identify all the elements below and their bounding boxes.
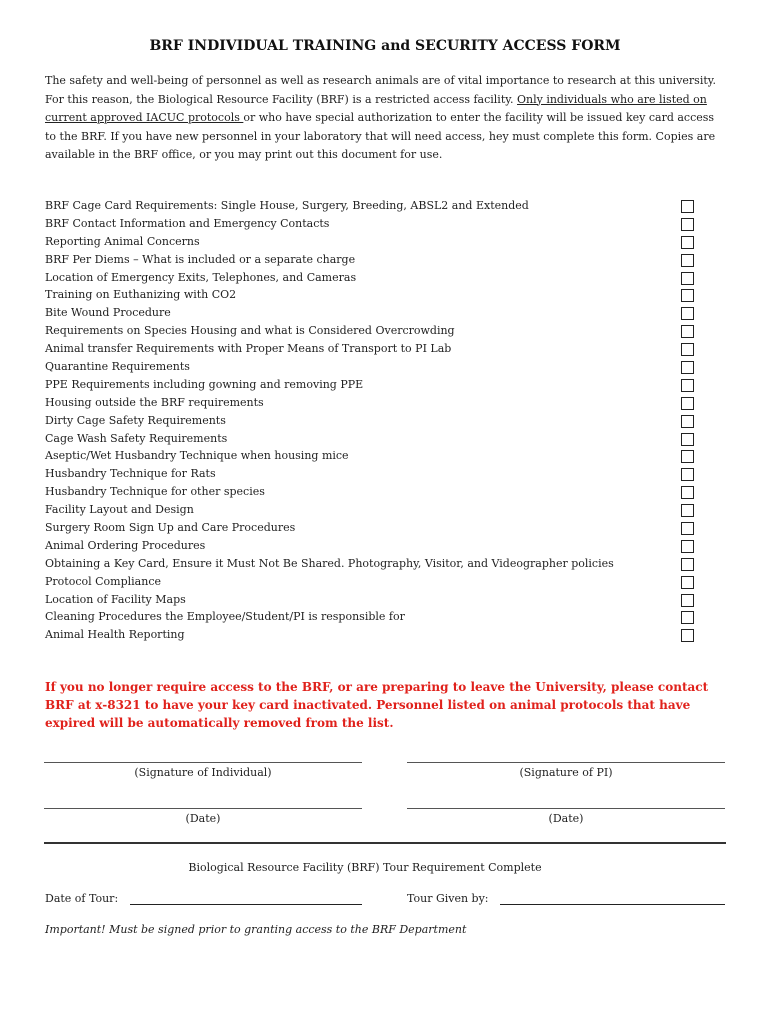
checklist-item — [45, 286, 710, 304]
checklist-item — [45, 376, 710, 394]
checklist-item-label: Training on Euthanizing with CO2 — [45, 288, 237, 302]
checklist-item — [45, 608, 710, 626]
checklist-item-label: Bite Wound Procedure — [45, 306, 171, 320]
checklist-checkbox[interactable] — [681, 218, 694, 231]
checklist-item — [45, 501, 710, 519]
checklist-checkbox[interactable] — [681, 629, 694, 642]
signature-individual-label: (Signature of Individual) — [134, 766, 272, 779]
checklist-item — [45, 322, 710, 340]
checklist-item-label: Protocol Compliance — [45, 574, 161, 588]
signature-individual-line[interactable] — [44, 762, 362, 763]
checklist-checkbox[interactable] — [681, 379, 694, 392]
checklist-item-label: Location of Emergency Exits, Telephones, and Cameras — [45, 270, 357, 284]
checklist-item-label: Reporting Animal Concerns — [45, 234, 200, 248]
date-pi-label: (Date) — [548, 812, 584, 825]
warning-notice: If you no longer require access to the BRF, or are preparing to leave the University, please contact BRF at x-8321 to have your key card inactivated. Personnel listed on animal protocols that have expired will be automatically removed from the list. — [45, 680, 709, 730]
checklist-item-label: Animal Health Reporting — [45, 628, 185, 642]
checklist-checkbox[interactable] — [681, 433, 694, 446]
checklist-item — [45, 537, 710, 555]
checklist-item — [45, 394, 710, 412]
checklist-item-label: Cleaning Procedures the Employee/Student/PI is responsible for — [45, 610, 405, 624]
checklist-item-label: Animal Ordering Procedures — [45, 538, 206, 552]
checklist-item-label: BRF Contact Information and Emergency Contacts — [45, 216, 330, 230]
checklist-item-label: Quarantine Requirements — [45, 360, 190, 374]
checklist-item — [45, 340, 710, 358]
date-individual-label: (Date) — [185, 812, 221, 825]
date-of-tour-field[interactable] — [130, 904, 362, 905]
checklist-checkbox[interactable] — [681, 558, 694, 571]
intro-text-1: The safety and well-being of personnel as well as research animals are of vital importance to research at this university. For this reason, the Biological Resource Facility (BRF) is a restricted access facility. — [45, 74, 717, 106]
checklist-item-label: Aseptic/Wet Husbandry Technique when housing mice — [45, 449, 349, 463]
checklist-item-label: BRF Cage Card Requirements: Single House, Surgery, Breeding, ABSL2 and Extended — [45, 199, 529, 212]
checklist-item-label: Dirty Cage Safety Requirements — [45, 413, 226, 427]
checklist-item — [45, 269, 710, 287]
date-pi-line[interactable] — [407, 808, 725, 809]
tour-section-title: Biological Resource Facility (BRF) Tour Requirement Complete — [188, 861, 542, 874]
checklist-item-label: Facility Layout and Design — [45, 503, 194, 517]
checklist-checkbox[interactable] — [681, 272, 694, 285]
intro-underlined-text: Only individuals who are listed on current approved IACUC protocols — [45, 92, 707, 124]
date-individual-line[interactable] — [44, 808, 362, 809]
checklist-item-label: Obtaining a Key Card, Ensure it Must Not Be Shared. Photography, Visitor, and Videographer policies — [45, 556, 614, 570]
checklist-item-label: Animal transfer Requirements with Proper Means of Transport to PI Lab — [45, 342, 452, 356]
checklist-item — [45, 447, 710, 465]
checklist-item — [45, 573, 710, 591]
checklist-checkbox[interactable] — [681, 468, 694, 481]
date-of-tour-label: Date of Tour: — [45, 892, 119, 905]
checklist-item — [45, 465, 710, 483]
checklist-item-label: Cage Wash Safety Requirements — [45, 431, 228, 445]
checklist-checkbox[interactable] — [681, 200, 694, 213]
checklist-checkbox[interactable] — [681, 361, 694, 374]
checklist-item — [45, 591, 710, 609]
checklist-item — [45, 215, 710, 233]
signature-pi-line[interactable] — [407, 762, 725, 763]
checklist-item-label: Surgery Room Sign Up and Care Procedures — [45, 521, 296, 535]
checklist-checkbox[interactable] — [681, 397, 694, 410]
section-divider — [44, 842, 726, 844]
checklist-item — [45, 304, 710, 322]
checklist-item — [45, 233, 710, 251]
intro-paragraph — [45, 72, 725, 165]
checklist-item-label: Husbandry Technique for Rats — [45, 467, 216, 481]
checklist-item — [45, 519, 710, 537]
checklist-checkbox[interactable] — [681, 540, 694, 553]
checklist-checkbox[interactable] — [681, 415, 694, 428]
checklist-item — [45, 358, 710, 376]
checklist-item-label: Requirements on Species Housing and what is Considered Overcrowding — [45, 324, 455, 338]
checklist-item — [45, 555, 710, 573]
checklist-checkbox[interactable] — [681, 343, 694, 356]
checklist-item-label: BRF Per Diems – What is included or a separate charge — [45, 252, 356, 266]
checklist-item-label: PPE Requirements including gowning and removing PPE — [45, 377, 364, 391]
checklist-checkbox[interactable] — [681, 522, 694, 535]
checklist-item-label: Location of Facility Maps — [45, 592, 186, 606]
signature-pi-label: (Signature of PI) — [519, 766, 613, 779]
tour-given-by-field[interactable] — [500, 904, 725, 905]
checklist-item — [45, 251, 710, 269]
checklist-item-label: Housing outside the BRF requirements — [45, 395, 264, 409]
checklist-checkbox[interactable] — [681, 576, 694, 589]
checklist-checkbox[interactable] — [681, 486, 694, 499]
important-note: Important! Must be signed prior to granting access to the BRF Department — [45, 923, 467, 936]
checklist-checkbox[interactable] — [681, 325, 694, 338]
checklist-checkbox[interactable] — [681, 236, 694, 249]
checklist-item-label: Husbandry Technique for other species — [45, 485, 265, 499]
checklist-item — [45, 412, 710, 430]
checklist-item — [45, 483, 710, 501]
checklist-checkbox[interactable] — [681, 611, 694, 624]
intro-text-2: or who have special authorization to enter the facility will be issued key card access to the BRF. If you have new personnel in your laboratory that will need access, hey must complete this form. Copies are available in the BRF office, or you may print out this document for use. — [45, 111, 716, 161]
checklist-checkbox[interactable] — [681, 450, 694, 463]
checklist-item — [45, 197, 710, 215]
checklist-checkbox[interactable] — [681, 289, 694, 302]
checklist-checkbox[interactable] — [681, 594, 694, 607]
checklist-checkbox[interactable] — [681, 254, 694, 267]
training-checklist — [45, 197, 710, 644]
checklist-checkbox[interactable] — [681, 504, 694, 517]
checklist-item — [45, 430, 710, 448]
checklist-checkbox[interactable] — [681, 307, 694, 320]
tour-given-by-label: Tour Given by: — [407, 892, 489, 905]
checklist-item — [45, 626, 710, 644]
form-title: BRF INDIVIDUAL TRAINING and SECURITY ACCESS FORM — [149, 38, 621, 54]
